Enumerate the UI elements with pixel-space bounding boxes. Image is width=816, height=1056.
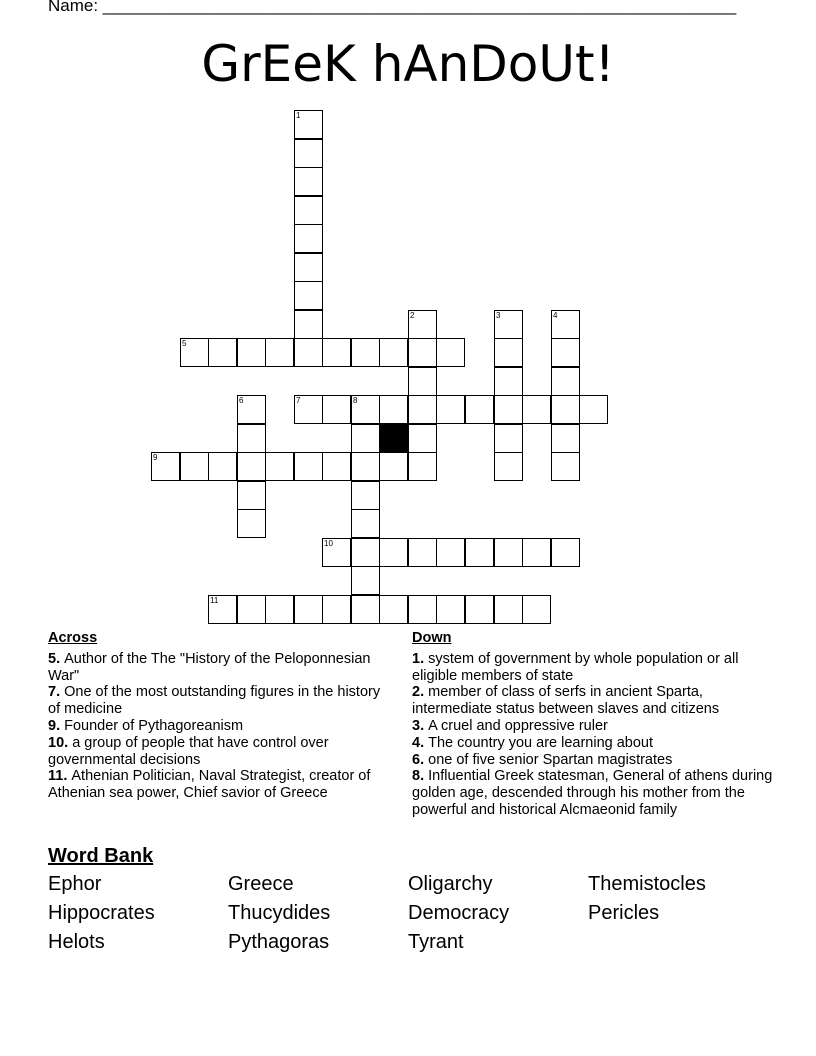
word-bank-item: Oligarchy [408,873,493,895]
crossword-cell[interactable] [494,452,523,481]
crossword-cell[interactable] [494,424,523,453]
crossword-cell[interactable] [294,338,323,367]
cell-number: 9 [153,453,158,462]
word-bank-item: Hippocrates [48,902,155,924]
clue-item [412,684,777,718]
crossword-cell[interactable] [551,452,580,481]
clue-text: member of class of serfs in ancient Sparta, intermediate status between slaves and citizens [412,684,720,718]
crossword-cell[interactable] [408,395,437,424]
crossword-cell[interactable] [322,452,351,481]
word-bank-item: Helots [48,931,105,953]
word-bank-item: Tyrant [408,931,464,953]
crossword-cell[interactable] [436,538,465,567]
crossword-cell[interactable] [351,538,380,567]
clue-number: 2. [412,684,429,701]
crossword-cell[interactable] [408,338,437,367]
crossword-cell[interactable] [294,167,323,196]
clue-text: Author of the The "History of the Peloponnesian War" [48,650,371,684]
word-bank-item: Greece [228,873,294,895]
word-bank-item: Themistocles [588,873,706,895]
crossword-cell[interactable] [408,538,437,567]
word-bank-item: Ephor [48,873,102,895]
cell-number: 4 [553,311,558,320]
crossword-cell[interactable] [322,538,351,567]
clue-item [412,735,777,752]
crossword-cell[interactable] [265,452,294,481]
crossword-cell[interactable] [408,452,437,481]
crossword-cell[interactable] [237,509,266,538]
crossword-cell[interactable] [379,338,408,367]
across-heading: Across [48,630,98,646]
crossword-cell[interactable] [465,538,494,567]
crossword-cell[interactable] [237,595,266,624]
crossword-cell[interactable] [294,139,323,168]
crossword-cell[interactable] [408,424,437,453]
crossword-cell[interactable] [351,481,380,510]
crossword-cell[interactable] [551,338,580,367]
clue-number: 5. [48,650,65,667]
word-bank-title: Word Bank [48,845,154,867]
clue-item [412,718,777,735]
crossword-cell[interactable] [294,395,323,424]
name-field[interactable]: Name: ___________________________________________________________________ [48,0,737,15]
crossword-cell[interactable] [351,424,380,453]
crossword-cell[interactable] [379,452,408,481]
clue-number: 1. [412,650,429,667]
clue-item [48,768,393,802]
clue-number: 7. [48,684,65,701]
crossword-cell[interactable] [294,595,323,624]
clue-number: 6. [412,751,429,768]
crossword-cell[interactable] [294,110,323,139]
crossword-cell[interactable] [465,395,494,424]
crossword-cell[interactable] [294,253,323,282]
crossword-cell[interactable] [379,595,408,624]
crossword-cell[interactable] [294,281,323,310]
crossword-cell[interactable] [351,566,380,595]
crossword-cell[interactable] [294,310,323,339]
across-clues [48,630,393,802]
clue-item [48,735,393,769]
word-bank [48,872,768,954]
crossword-cell[interactable] [208,452,237,481]
crossword-cell[interactable] [551,395,580,424]
crossword-cell[interactable] [265,595,294,624]
crossword-cell[interactable] [494,538,523,567]
clue-item [412,752,777,769]
crossword-cell[interactable] [294,452,323,481]
crossword-cell[interactable] [494,595,523,624]
clue-item [48,651,393,685]
page-title: GrEeK hAnDoUt! [201,35,615,93]
clue-text: Founder of Pythagoreanism [64,717,244,734]
crossword-cell[interactable] [322,395,351,424]
crossword-cell[interactable] [408,595,437,624]
crossword-cell[interactable] [208,338,237,367]
crossword-cell[interactable] [494,367,523,396]
crossword-cell[interactable] [436,395,465,424]
crossword-cell[interactable] [551,310,580,339]
crossword-cell[interactable] [351,509,380,538]
clue-text: Influential Greek statesman, General of athens during golden age, descended through his mother from the powerful and historical Alcmaeonid family [412,768,773,818]
down-clues [412,630,777,819]
word-bank-item: Democracy [408,902,510,924]
clue-number: 11. [48,768,72,785]
crossword-cell[interactable] [408,310,437,339]
crossword-cell[interactable] [294,224,323,253]
crossword-cell[interactable] [351,595,380,624]
crossword-cell[interactable] [579,395,608,424]
crossword-block [379,424,408,453]
cell-number: 6 [239,396,244,405]
clue-text: one of five senior Spartan magistrates [428,751,673,768]
clue-item [48,684,393,718]
crossword-cell[interactable] [494,310,523,339]
crossword-cell[interactable] [180,452,209,481]
crossword-cell[interactable] [494,395,523,424]
crossword-cell[interactable] [351,338,380,367]
cell-number: 11 [210,596,219,605]
crossword-cell[interactable] [237,338,266,367]
crossword-cell[interactable] [237,424,266,453]
crossword-cell[interactable] [436,595,465,624]
clue-item [412,768,777,818]
clue-item [48,718,393,735]
cell-number: 2 [410,311,415,320]
crossword-cell[interactable] [379,395,408,424]
crossword-cell[interactable] [208,595,237,624]
clue-number: 3. [412,717,429,734]
cell-number: 1 [296,111,301,120]
cell-number: 10 [324,539,333,548]
across-clue-list [48,651,393,802]
crossword-cell[interactable] [322,338,351,367]
clue-number: 10. [48,734,73,751]
crossword-cell[interactable] [494,338,523,367]
clue-text: system of government by whole population or all eligible members of state [412,650,739,684]
crossword-cell[interactable] [551,367,580,396]
crossword-cell[interactable] [379,538,408,567]
crossword-cell[interactable] [522,538,551,567]
crossword-cell[interactable] [237,395,266,424]
clue-text: The country you are learning about [428,734,654,751]
crossword-cell[interactable] [180,338,209,367]
crossword-cell[interactable] [551,538,580,567]
cell-number: 7 [296,396,301,405]
down-clue-list [412,651,777,819]
crossword-cell[interactable] [351,395,380,424]
crossword-cell[interactable] [294,196,323,225]
crossword-cell[interactable] [322,595,351,624]
crossword-cell[interactable] [436,338,465,367]
clue-number: 8. [412,768,429,785]
clue-number: 4. [412,734,429,751]
clue-text: a group of people that have control over governmental decisions [48,734,329,768]
cell-number: 8 [353,396,358,405]
crossword-cell[interactable] [351,452,380,481]
crossword-cell[interactable] [522,395,551,424]
word-bank-item: Pythagoras [228,931,330,953]
down-heading: Down [412,630,452,646]
crossword-cell[interactable] [551,424,580,453]
crossword-cell[interactable] [151,452,180,481]
crossword-cell[interactable] [408,367,437,396]
clue-number: 9. [48,717,65,734]
clue-text: Athenian Politician, Naval Strategist, creator of Athenian sea power, Chief savior of Greece [48,768,371,802]
cell-number: 5 [182,339,187,348]
crossword-cell[interactable] [237,452,266,481]
clue-item [412,651,777,685]
word-bank-item: Pericles [588,902,660,924]
cell-number: 3 [496,311,501,320]
crossword-cell[interactable] [237,481,266,510]
crossword-cell[interactable] [522,595,551,624]
clue-text: One of the most outstanding figures in the history of medicine [48,684,381,718]
crossword-cell[interactable] [465,595,494,624]
word-bank-item: Thucydides [228,902,331,924]
crossword-cell[interactable] [265,338,294,367]
clue-text: A cruel and oppressive ruler [428,717,608,734]
